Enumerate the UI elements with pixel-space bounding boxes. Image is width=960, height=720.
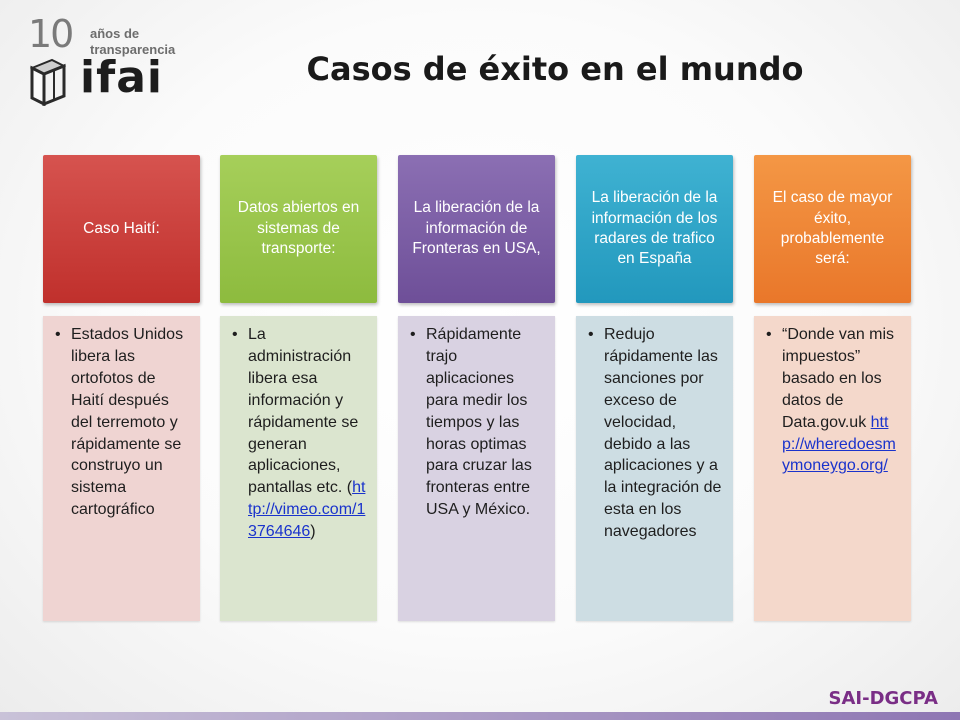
case-body-taxes	[754, 316, 911, 621]
list-item: • Rápidamente trajo aplicaciones para medir los tiempos y las horas optimas para cruzar las fronteras entre USA y México.	[410, 324, 547, 521]
list-item: • Redujo rápidamente las sanciones por exceso de velocidad, debido a las aplicaciones y a la integración de esta en los navegadores	[588, 324, 725, 543]
case-header-borders: La liberación de la información de Fronteras en USA,	[398, 155, 555, 303]
ifai-logo	[22, 12, 182, 108]
wheredoesmymoneygo-link[interactable]: http://wheredoesmymoneygo.org/	[782, 413, 896, 475]
page-title: Casos de éxito en el mundo	[306, 50, 804, 88]
logo-brand: ifai	[80, 52, 163, 103]
case-header-radars: La liberación de la información de los radares de trafico en España	[576, 155, 733, 303]
case-header-taxes: El caso de mayor éxito, probablemente será:	[754, 155, 911, 303]
case-header-transport: Datos abiertos en sistemas de transporte:	[220, 155, 377, 303]
footer-band	[0, 712, 960, 720]
logo-tagline-2: transparencia	[90, 42, 176, 57]
transparency-box-icon	[30, 56, 66, 106]
logo-tagline-1: años de	[90, 26, 140, 41]
list-item: • Estados Unidos libera las ortofotos de Haití después del terremoto y rápidamente se construyo un sistema cartográfico	[55, 324, 192, 521]
vimeo-link[interactable]: http://vimeo.com/13764646	[248, 479, 366, 541]
list-item: • La administración libera esa información y rápidamente se generan aplicaciones, pantallas etc. (http://vimeo.com/13764646)	[232, 324, 369, 543]
footer-label: SAI-DGCPA	[828, 688, 938, 709]
case-header-haiti: Caso Haití:	[43, 155, 200, 303]
case-body-radars	[576, 316, 733, 621]
logo-number: 10	[28, 12, 73, 56]
list-item: • “Donde van mis impuestos” basado en los datos de Data.gov.uk http://wheredoesmymoneygo.org/	[766, 324, 903, 477]
case-body-haiti	[43, 316, 200, 621]
case-body-transport	[220, 316, 377, 621]
case-body-borders	[398, 316, 555, 621]
